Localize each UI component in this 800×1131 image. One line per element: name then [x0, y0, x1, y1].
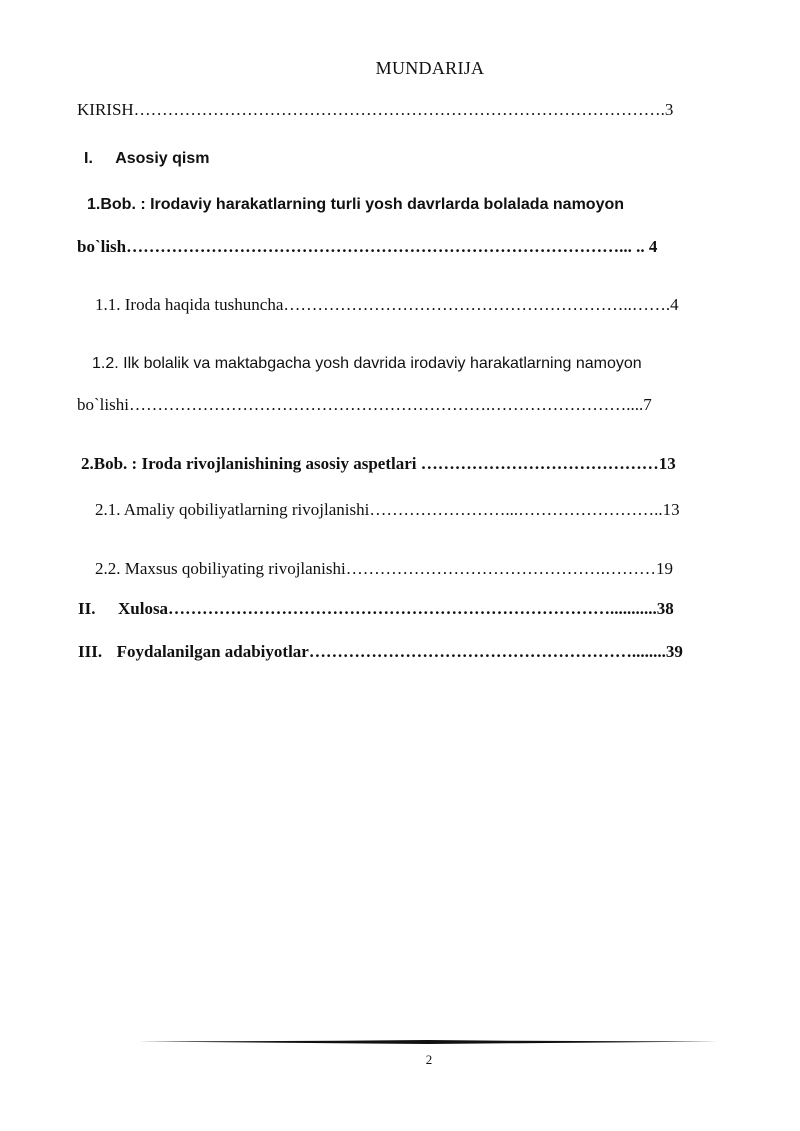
section-number: II. — [78, 599, 96, 618]
toc-entry-sub-1-2-line2: bo`lishi……………………………………………………….……………………....7 — [77, 395, 652, 414]
section-title: Xulosa……………………………………………………………………...........38 — [117, 599, 674, 618]
section-title: Foydalanilgan adabiyotlar…………………………………………………........39 — [116, 642, 683, 661]
toc-heading: MUNDARIJA — [375, 58, 485, 78]
toc-entry-section-2 — [78, 598, 674, 620]
toc-entry-sub-1-2-line1: 1.2. Ilk bolalik va maktabgacha yosh davrida irodaviy harakatlarning namoyon — [92, 355, 642, 372]
toc-entry-chapter-1-line1: 1.Bob. : Irodaviy harakatlarning turli yosh davrlarda bolalada namoyon — [87, 196, 625, 213]
toc-entry-kirish: KIRISH………………………………………………………………………………….3 — [77, 100, 674, 119]
section-number: III. — [78, 642, 103, 661]
toc-entry-section-3 — [78, 641, 683, 663]
toc-entry-sub-1-1: 1.1. Iroda haqida tushuncha……………………………………………………..…….4 — [95, 295, 679, 314]
toc-entry-sub-2-2: 2.2. Maxsus qobiliyating rivojlanishi……………………………………….………19 — [95, 559, 673, 578]
toc-entry-chapter-1-line2: bo`lish……………………………………………………………………………... .. 4 — [77, 237, 658, 256]
footer-divider — [138, 1040, 718, 1044]
section-number: I. — [84, 150, 93, 167]
toc-entry-sub-2-1: 2.1. Amaliy qobiliyatlarning rivojlanishi……………………...……………………..13 — [95, 500, 680, 519]
page-number: 2 — [425, 1052, 433, 1067]
section-title: Asosiy qism — [115, 150, 210, 167]
toc-entry-chapter-2: 2.Bob. : Iroda rivojlanishining asosiy aspetlari ……………………………………13 — [81, 454, 676, 473]
toc-entry-section-1 — [84, 148, 209, 170]
